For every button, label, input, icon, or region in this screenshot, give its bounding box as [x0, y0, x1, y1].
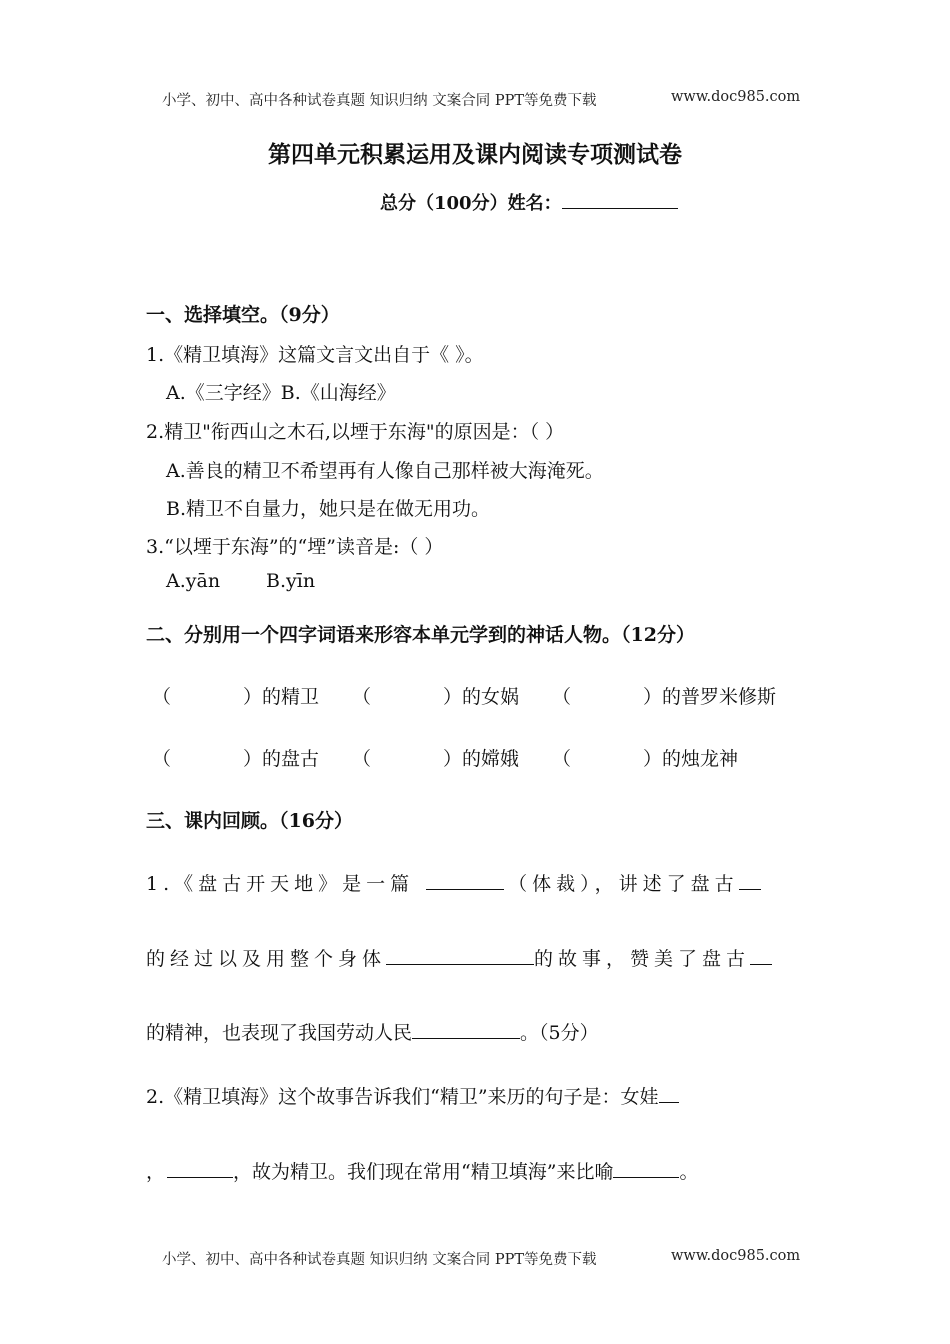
section3-heading: 三、课内回顾。（16分） [146, 810, 353, 832]
answer-blank[interactable] [750, 948, 772, 965]
section2-item: （ ）的精卫 [152, 686, 320, 708]
paragraph-1-line-3: 的精神，也表现了我国劳动人民 。（5分） [146, 1022, 599, 1044]
section2-item: （ ）的普罗米修斯 [552, 686, 777, 708]
question-2: 2.精卫"衔西山之木石,以堙于东海"的原因是：（ ） [146, 421, 565, 443]
question-2-option-a: A.善良的精卫不希望再有人像自己那样被大海淹死。 [166, 460, 604, 482]
footer-url: www.doc985.com [671, 1248, 801, 1264]
header-url: www.doc985.com [671, 89, 801, 105]
paragraph-1-line-1: 1.《盘古开天地》是一篇 （体裁），讲述了盘古 [146, 869, 761, 896]
section2-item: （ ）的女娲 [352, 686, 520, 708]
paragraph-1-line-2: 的经过以及用整个身体 的故事，赞美了盘古 [146, 944, 772, 971]
question-3-option-b: B.yīn [266, 570, 316, 592]
character-label: 的嫦娥 [462, 748, 520, 770]
answer-blank[interactable] [659, 1086, 679, 1103]
score-label: 总分（100分）姓名： [380, 193, 562, 214]
character-label: 的女娲 [462, 686, 520, 708]
answer-blank[interactable] [739, 873, 761, 890]
section1-heading: 一、选择填空。（9分） [146, 304, 340, 326]
question-3-option-a: A.yān [166, 570, 221, 592]
answer-blank[interactable] [386, 948, 534, 965]
question-3: 3.“以堙于东海”的“堙”读音是:（ ） [146, 536, 444, 558]
answer-blank[interactable] [613, 1161, 679, 1178]
question-1-options: A.《三字经》B.《山海经》 [166, 382, 396, 404]
header-text: 小学、初中、高中各种试卷真题 知识归纳 文案合同 PPT等免费下载 [162, 93, 597, 109]
answer-blank[interactable] [412, 1022, 520, 1039]
paragraph-2-line-2: ， ，故为精卫。我们现在常用“精卫填海”来比喻 。 [146, 1161, 699, 1183]
character-label: 的精卫 [262, 686, 320, 708]
section2-item: （ ）的嫦娥 [352, 748, 520, 770]
character-label: 的盘古 [262, 748, 320, 770]
name-blank[interactable] [562, 192, 678, 209]
page-title: 第四单元积累运用及课内阅读专项测试卷 [268, 141, 682, 168]
question-1: 1.《精卫填海》这篇文言文出自于《 》。 [146, 344, 484, 366]
answer-blank[interactable] [426, 873, 504, 890]
character-label: 的普罗米修斯 [662, 686, 777, 708]
section2-heading: 二、分别用一个四字词语来形容本单元学到的神话人物。（12分） [146, 624, 695, 646]
section2-item: （ ）的盘古 [152, 748, 320, 770]
score-name-line [380, 189, 678, 215]
footer-text: 小学、初中、高中各种试卷真题 知识归纳 文案合同 PPT等免费下载 [162, 1252, 597, 1268]
section2-item: （ ）的烛龙神 [552, 748, 739, 770]
character-label: 的烛龙神 [662, 748, 739, 770]
question-2-option-b: B.精卫不自量力，她只是在做无用功。 [166, 498, 491, 520]
paragraph-2-line-1: 2.《精卫填海》这个故事告诉我们“精卫”来历的句子是：女娃 [146, 1082, 679, 1109]
answer-blank[interactable] [167, 1161, 233, 1178]
